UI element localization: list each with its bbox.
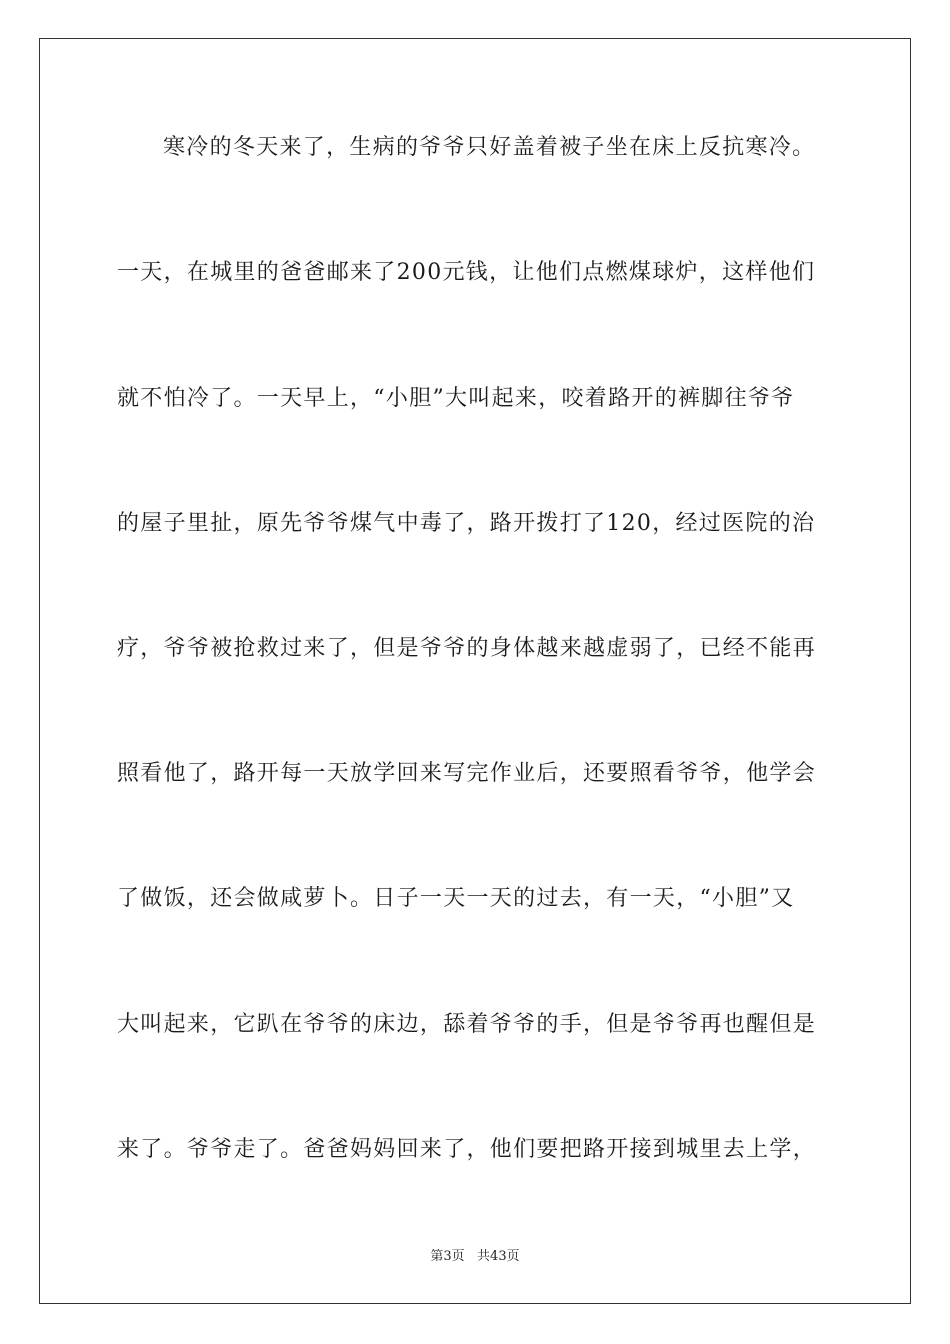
page-number-footer: 第3页 共43页 bbox=[430, 1249, 520, 1264]
paragraph-line-1: 寒冷的冬天来了，生病的爷爷只好盖着被子坐在床上反抗寒冷。 bbox=[163, 135, 816, 160]
paragraph-line-9: 来了。爷爷走了。爸爸妈妈回来了，他们要把路开接到城里去上学， bbox=[117, 1137, 817, 1162]
paragraph-line-6: 照看他了，路开每一天放学回来写完作业后，还要照看爷爷，他学会 bbox=[117, 761, 817, 786]
paragraph-line-8: 大叫起来，它趴在爷爷的床边，舔着爷爷的手，但是爷爷再也醒但是 bbox=[117, 1012, 817, 1037]
paragraph-line-2: 一天，在城里的爸爸邮来了200元钱，让他们点燃煤球炉，这样他们 bbox=[117, 260, 816, 285]
paragraph-line-3: 就不怕冷了。一天早上，“小胆”大叫起来，咬着路开的裤脚往爷爷 bbox=[117, 386, 795, 411]
page-border bbox=[39, 38, 911, 1304]
paragraph-line-4: 的屋子里扯，原先爷爷煤气中毒了，路开拨打了120，经过医院的治 bbox=[117, 511, 816, 536]
paragraph-line-7: 了做饭，还会做咸萝卜。日子一天一天的过去，有一天，“小胆”又 bbox=[117, 886, 795, 911]
paragraph-line-5: 疗，爷爷被抢救过来了，但是爷爷的身体越来越虚弱了，已经不能再 bbox=[117, 636, 817, 661]
